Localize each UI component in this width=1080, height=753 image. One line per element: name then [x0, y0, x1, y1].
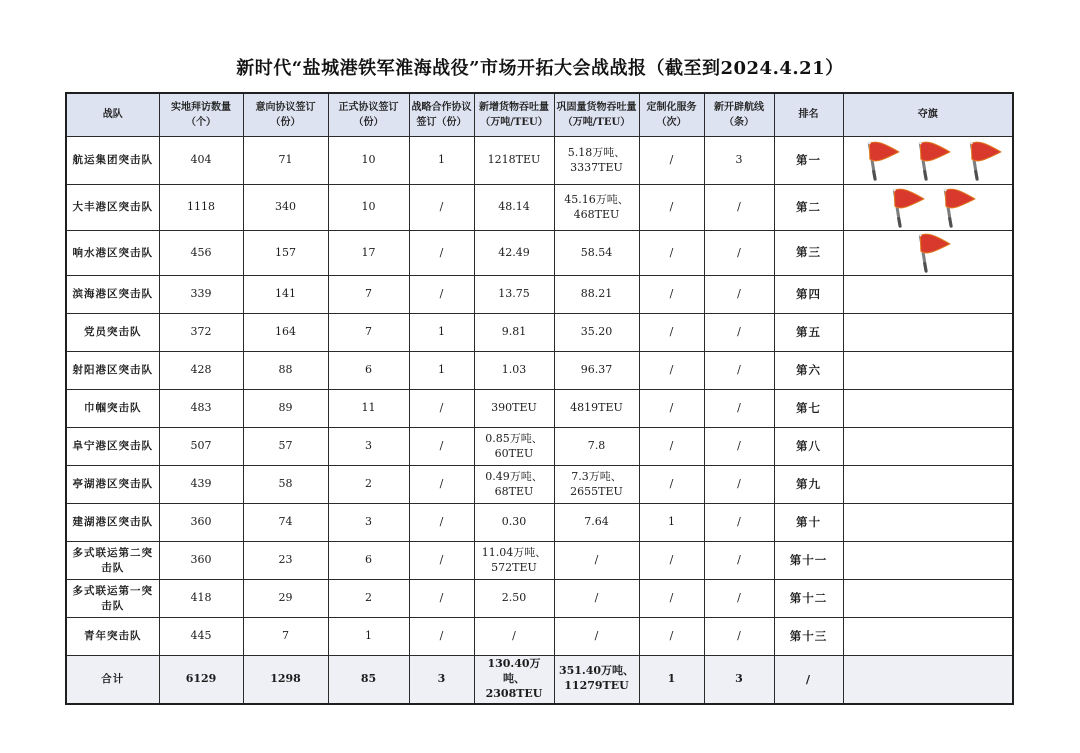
cell-team: 大丰港区突击队	[66, 185, 159, 231]
cell-rank: 第十三	[774, 618, 843, 656]
cell-custom: /	[639, 466, 704, 504]
table-row	[66, 314, 1013, 352]
cell-intent: 57	[243, 428, 328, 466]
cell-team: 多式联运第二突击队	[66, 542, 159, 580]
table-row	[66, 504, 1013, 542]
cell-custom: /	[639, 580, 704, 618]
cell-routes: /	[704, 390, 774, 428]
cell-visits: 428	[159, 352, 243, 390]
cell-visits: 360	[159, 504, 243, 542]
cell-rank: 第十二	[774, 580, 843, 618]
cell-formal: 17	[328, 231, 409, 276]
cell-rank: /	[774, 656, 843, 704]
cell-strategic: /	[409, 231, 474, 276]
cell-visits: 1118	[159, 185, 243, 231]
flag-group	[846, 232, 1011, 274]
cell-new_tp: 0.85万吨、60TEU	[474, 428, 554, 466]
cell-intent: 157	[243, 231, 328, 276]
red-flag-icon	[905, 232, 951, 274]
cell-strategic: /	[409, 542, 474, 580]
cell-visits: 483	[159, 390, 243, 428]
cell-team: 航运集团突击队	[66, 137, 159, 185]
table-row	[66, 428, 1013, 466]
cell-new_tp: 1.03	[474, 352, 554, 390]
table-row	[66, 618, 1013, 656]
column-header-team: 战队	[66, 93, 159, 137]
cell-team: 巾帼突击队	[66, 390, 159, 428]
cell-new_tp: 130.40万吨、2308TEU	[474, 656, 554, 704]
cell-visits: 6129	[159, 656, 243, 704]
cell-formal: 85	[328, 656, 409, 704]
cell-new_tp: 11.04万吨、572TEU	[474, 542, 554, 580]
cell-intent: 89	[243, 390, 328, 428]
cell-custom: /	[639, 352, 704, 390]
cell-intent: 88	[243, 352, 328, 390]
cell-routes: /	[704, 504, 774, 542]
cell-visits: 404	[159, 137, 243, 185]
table-body	[66, 137, 1013, 704]
table-row	[66, 276, 1013, 314]
cell-visits: 372	[159, 314, 243, 352]
cell-custom: /	[639, 137, 704, 185]
cell-new_tp: /	[474, 618, 554, 656]
cell-routes: /	[704, 314, 774, 352]
cell-formal: 11	[328, 390, 409, 428]
cell-flags	[843, 580, 1013, 618]
cell-flags	[843, 542, 1013, 580]
cell-formal: 2	[328, 580, 409, 618]
column-header-strategic: 战略合作协议签订（份）	[409, 93, 474, 137]
cell-flags	[843, 504, 1013, 542]
cell-strategic: /	[409, 580, 474, 618]
cell-team: 射阳港区突击队	[66, 352, 159, 390]
cell-team: 多式联运第一突击队	[66, 580, 159, 618]
cell-routes: /	[704, 185, 774, 231]
cell-cons_tp: 96.37	[554, 352, 639, 390]
cell-routes: /	[704, 466, 774, 504]
cell-cons_tp: 35.20	[554, 314, 639, 352]
cell-team: 响水港区突击队	[66, 231, 159, 276]
cell-cons_tp: 58.54	[554, 231, 639, 276]
cell-new_tp: 42.49	[474, 231, 554, 276]
cell-team: 党员突击队	[66, 314, 159, 352]
cell-new_tp: 9.81	[474, 314, 554, 352]
cell-cons_tp: 7.64	[554, 504, 639, 542]
cell-new_tp: 13.75	[474, 276, 554, 314]
red-flag-icon	[905, 140, 951, 182]
cell-intent: 141	[243, 276, 328, 314]
cell-custom: /	[639, 618, 704, 656]
red-flag-icon	[854, 140, 900, 182]
cell-cons_tp: 7.3万吨、2655TEU	[554, 466, 639, 504]
cell-new_tp: 0.30	[474, 504, 554, 542]
cell-routes: /	[704, 231, 774, 276]
cell-rank: 第二	[774, 185, 843, 231]
cell-rank: 第一	[774, 137, 843, 185]
cell-flags	[843, 428, 1013, 466]
cell-intent: 71	[243, 137, 328, 185]
cell-new_tp: 48.14	[474, 185, 554, 231]
cell-flags	[843, 352, 1013, 390]
cell-flags	[843, 231, 1013, 276]
cell-visits: 456	[159, 231, 243, 276]
cell-new_tp: 0.49万吨、68TEU	[474, 466, 554, 504]
cell-flags	[843, 314, 1013, 352]
column-header-flags: 夺旗	[843, 93, 1013, 137]
cell-formal: 6	[328, 352, 409, 390]
cell-formal: 7	[328, 276, 409, 314]
cell-formal: 7	[328, 314, 409, 352]
red-flag-icon	[930, 187, 976, 229]
cell-flags	[843, 466, 1013, 504]
cell-cons_tp: 4819TEU	[554, 390, 639, 428]
cell-flags	[843, 137, 1013, 185]
column-header-cons_tp: 巩固量货物吞吐量（万吨/TEU）	[554, 93, 639, 137]
cell-custom: 1	[639, 656, 704, 704]
cell-visits: 439	[159, 466, 243, 504]
cell-strategic: /	[409, 618, 474, 656]
cell-strategic: 3	[409, 656, 474, 704]
cell-intent: 58	[243, 466, 328, 504]
cell-new_tp: 2.50	[474, 580, 554, 618]
table-row	[66, 231, 1013, 276]
cell-cons_tp: /	[554, 542, 639, 580]
red-flag-icon	[879, 187, 925, 229]
cell-rank: 第九	[774, 466, 843, 504]
cell-cons_tp: 7.8	[554, 428, 639, 466]
cell-formal: 2	[328, 466, 409, 504]
cell-team: 青年突击队	[66, 618, 159, 656]
cell-rank: 第八	[774, 428, 843, 466]
cell-routes: /	[704, 428, 774, 466]
cell-routes: /	[704, 542, 774, 580]
cell-cons_tp: 45.16万吨、468TEU	[554, 185, 639, 231]
cell-visits: 360	[159, 542, 243, 580]
table-row	[66, 185, 1013, 231]
cell-intent: 164	[243, 314, 328, 352]
cell-rank: 第七	[774, 390, 843, 428]
header-row	[66, 93, 1013, 137]
cell-team: 亭湖港区突击队	[66, 466, 159, 504]
column-header-routes: 新开辟航线（条）	[704, 93, 774, 137]
table-row	[66, 137, 1013, 185]
cell-rank: 第五	[774, 314, 843, 352]
column-header-rank: 排名	[774, 93, 843, 137]
cell-custom: /	[639, 185, 704, 231]
cell-team: 滨海港区突击队	[66, 276, 159, 314]
column-header-visits: 实地拜访数量（个）	[159, 93, 243, 137]
column-header-formal: 正式协议签订（份）	[328, 93, 409, 137]
cell-formal: 3	[328, 428, 409, 466]
cell-rank: 第十一	[774, 542, 843, 580]
table-row	[66, 580, 1013, 618]
table-row	[66, 352, 1013, 390]
cell-cons_tp: /	[554, 580, 639, 618]
cell-routes: /	[704, 276, 774, 314]
cell-routes: /	[704, 618, 774, 656]
flag-group	[846, 187, 1011, 229]
table-row	[66, 390, 1013, 428]
cell-flags	[843, 185, 1013, 231]
table-row	[66, 466, 1013, 504]
cell-strategic: /	[409, 390, 474, 428]
cell-cons_tp: 5.18万吨、3337TEU	[554, 137, 639, 185]
cell-visits: 507	[159, 428, 243, 466]
cell-team: 合计	[66, 656, 159, 704]
cell-visits: 339	[159, 276, 243, 314]
cell-formal: 1	[328, 618, 409, 656]
cell-intent: 74	[243, 504, 328, 542]
cell-cons_tp: /	[554, 618, 639, 656]
cell-new_tp: 1218TEU	[474, 137, 554, 185]
cell-visits: 418	[159, 580, 243, 618]
cell-custom: /	[639, 542, 704, 580]
flag-group	[846, 140, 1011, 182]
cell-strategic: /	[409, 428, 474, 466]
cell-custom: /	[639, 390, 704, 428]
cell-routes: /	[704, 580, 774, 618]
cell-formal: 3	[328, 504, 409, 542]
cell-team: 阜宁港区突击队	[66, 428, 159, 466]
cell-flags	[843, 276, 1013, 314]
column-header-new_tp: 新增货物吞吐量（万吨/TEU）	[474, 93, 554, 137]
cell-new_tp: 390TEU	[474, 390, 554, 428]
report-table	[65, 92, 1014, 705]
cell-formal: 10	[328, 185, 409, 231]
cell-intent: 23	[243, 542, 328, 580]
cell-flags	[843, 656, 1013, 704]
page-title: 新时代“盐城港铁军淮海战役”市场开拓大会战战报（截至到2024.4.21）	[236, 58, 844, 79]
red-flag-icon	[956, 140, 1002, 182]
cell-strategic: 1	[409, 314, 474, 352]
cell-custom: /	[639, 231, 704, 276]
total-row	[66, 656, 1013, 704]
table-row	[66, 542, 1013, 580]
cell-rank: 第三	[774, 231, 843, 276]
cell-intent: 29	[243, 580, 328, 618]
cell-custom: /	[639, 276, 704, 314]
cell-strategic: /	[409, 504, 474, 542]
cell-routes: 3	[704, 656, 774, 704]
cell-intent: 340	[243, 185, 328, 231]
cell-custom: /	[639, 314, 704, 352]
column-header-custom: 定制化服务（次）	[639, 93, 704, 137]
cell-rank: 第十	[774, 504, 843, 542]
cell-formal: 10	[328, 137, 409, 185]
cell-cons_tp: 88.21	[554, 276, 639, 314]
cell-strategic: 1	[409, 137, 474, 185]
cell-custom: 1	[639, 504, 704, 542]
cell-cons_tp: 351.40万吨、11279TEU	[554, 656, 639, 704]
cell-custom: /	[639, 428, 704, 466]
column-header-intent: 意向协议签订（份）	[243, 93, 328, 137]
cell-routes: /	[704, 352, 774, 390]
cell-visits: 445	[159, 618, 243, 656]
cell-strategic: /	[409, 185, 474, 231]
cell-intent: 1298	[243, 656, 328, 704]
cell-strategic: /	[409, 466, 474, 504]
cell-strategic: /	[409, 276, 474, 314]
cell-flags	[843, 390, 1013, 428]
cell-rank: 第四	[774, 276, 843, 314]
cell-strategic: 1	[409, 352, 474, 390]
cell-flags	[843, 618, 1013, 656]
cell-team: 建湖港区突击队	[66, 504, 159, 542]
cell-formal: 6	[328, 542, 409, 580]
cell-intent: 7	[243, 618, 328, 656]
cell-routes: 3	[704, 137, 774, 185]
cell-rank: 第六	[774, 352, 843, 390]
